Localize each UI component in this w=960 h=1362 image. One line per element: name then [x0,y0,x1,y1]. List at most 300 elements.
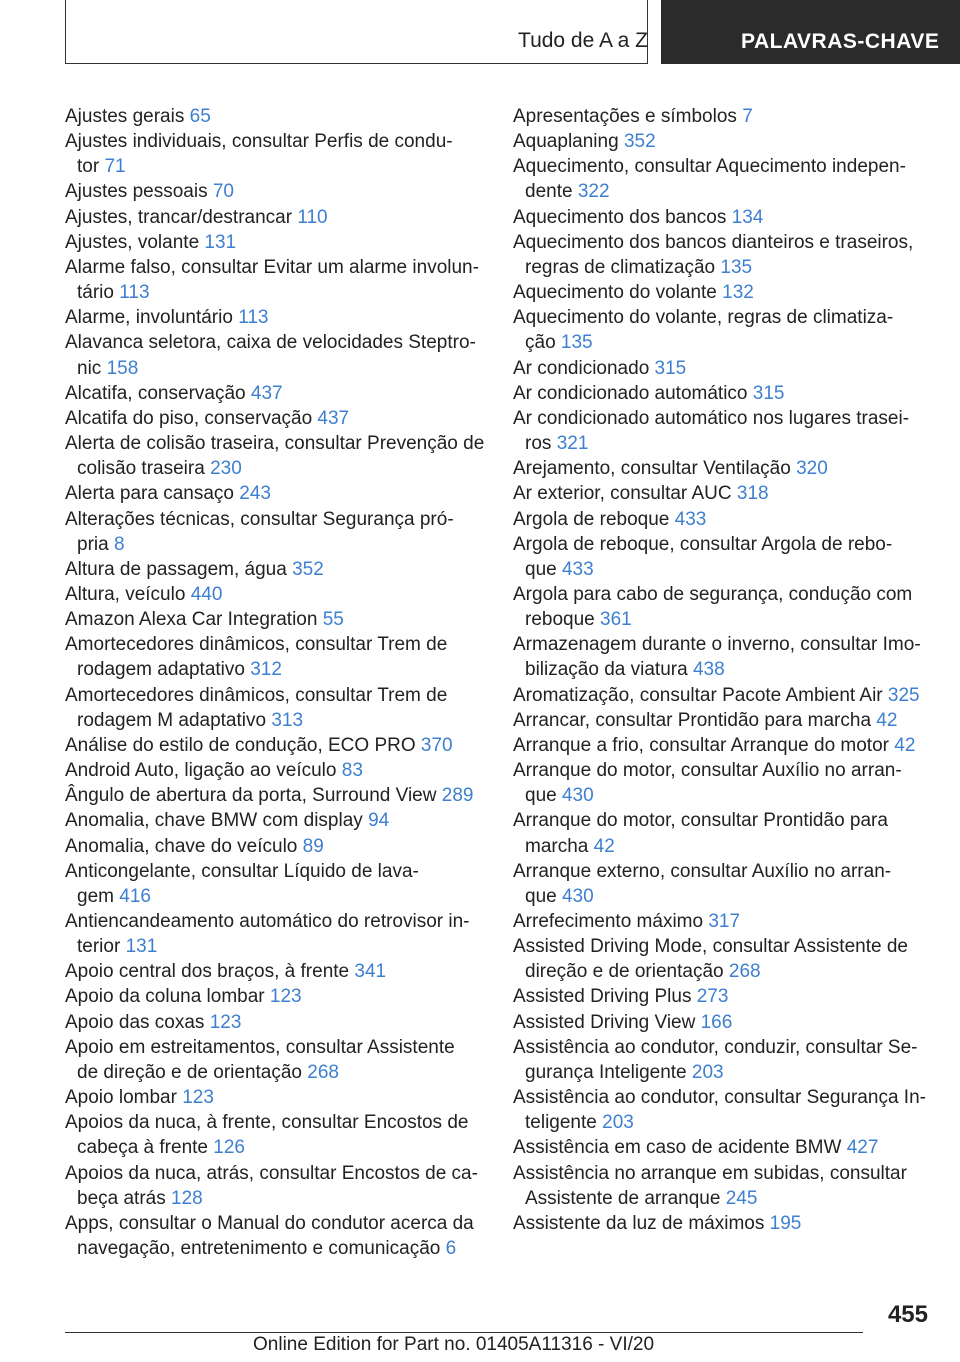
index-entry-text: que [525,885,557,907]
page-reference-link[interactable]: 437 [250,382,283,404]
index-entry [513,1035,933,1085]
index-entry [513,406,933,456]
page-reference-link[interactable]: 427 [846,1137,879,1159]
index-entry [513,1211,933,1236]
index-entry-text: Anomalia, chave BMW com display [65,810,363,832]
index-entry-text: Alerta para cansaço [65,483,234,505]
index-entry [65,481,485,506]
index-entry-continuation [513,783,933,808]
index-entry-text: Aquecimento do volante, regras de climatiza- [513,307,894,329]
index-entry-line [513,305,933,330]
index-entry-line [65,607,485,632]
index-entry-line [65,909,485,934]
index-entry [65,230,485,255]
index-entry-text: Amazon Alexa Car Integration [65,609,318,631]
index-entry-continuation [513,431,933,456]
page-reference-link[interactable]: 134 [731,206,764,228]
index-entry-line [65,632,485,657]
index-entry [513,129,933,154]
index-entry-text: Ar condicionado [513,357,650,379]
page-number: 455 [887,1301,928,1328]
page-reference-link[interactable]: 317 [708,911,741,932]
index-entry-continuation [65,356,485,381]
index-entry-line [65,481,485,506]
index-entry [65,582,485,607]
page-reference-link[interactable]: 135 [560,332,593,354]
index-entry-line [65,1010,485,1035]
index-entry [513,205,933,230]
index-entry-text: Arranque do motor, consultar Prontidão para [513,810,888,832]
page-reference-link[interactable]: 243 [239,483,271,505]
index-entry [513,808,933,858]
index-entry-line [513,1161,933,1186]
footer-edition: Online Edition for Part no. 01405A11316 - VI/20 [253,1334,655,1355]
index-column-left [65,104,485,1261]
index-entry [513,733,933,758]
index-entry-line [513,280,933,305]
index-entry-line [65,406,485,431]
index-entry-line [513,708,933,733]
index-entry-continuation [513,179,933,204]
page-reference-link[interactable]: 325 [887,684,920,706]
index-entry-text: Apoios da nuca, à frente, consultar Encostos de [65,1112,469,1134]
index-entry-text: Ar condicionado automático nos lugares trasei- [513,407,910,429]
index-entry-line [65,834,485,859]
index-entry-text: Amortecedores dinâmicos, consultar Trem de [65,634,448,656]
index-entry-continuation [65,1186,485,1211]
page-reference-link[interactable]: 42 [894,734,916,756]
index-entry-continuation [65,1236,485,1261]
index-entry-text: ção [525,332,556,354]
index-entry-text: Apoio lombar [65,1087,177,1109]
index-entry-continuation [513,255,933,280]
index-entry-continuation [513,959,933,984]
index-entry-text: nic [77,357,102,379]
index-entry [65,255,485,305]
page-reference-link[interactable]: 361 [600,609,632,631]
index-entry-text: Altura de passagem, água [65,558,287,580]
index-entry [65,909,485,959]
index-entry-line [513,632,933,657]
index-entry-text: tor [77,156,100,178]
page-reference-link[interactable]: 128 [171,1187,203,1209]
page-reference-link[interactable]: 318 [736,483,769,505]
index-entry [65,179,485,204]
index-entry [513,909,933,934]
index-entry-text: Apoio da coluna lombar [65,986,265,1008]
page-reference-link[interactable]: 440 [190,583,223,605]
index-entry-line [65,230,485,255]
page-reference-link[interactable]: 321 [556,433,589,455]
index-entry [65,381,485,406]
index-column-right [513,104,933,1236]
index-entry-text: Assistência ao condutor, conduzir, consultar Se- [513,1036,918,1058]
page-reference-link[interactable]: 83 [341,760,363,782]
index-entry-text: Argola de reboque [513,508,670,530]
index-entry-line [65,683,485,708]
index-entry-line [65,758,485,783]
index-entry-continuation [513,557,933,582]
index-entry-line [513,481,933,506]
index-entry-text: beça atrás [77,1187,166,1209]
index-entry-text: Assistente de arranque [525,1187,721,1209]
index-entry [513,632,933,682]
page-reference-link[interactable]: 89 [302,835,324,857]
index-entry-continuation [65,532,485,557]
index-entry-text: Aquecimento dos bancos [513,206,727,228]
index-entry-continuation [65,884,485,909]
index-entry-text: Aquecimento do volante [513,282,717,304]
page-reference-link[interactable]: 158 [106,357,139,379]
index-entry-text: Assisted Driving Plus [513,986,692,1008]
index-entry-text: Alerta de colisão traseira, consultar Prevenção de [65,433,485,455]
index-entry-line [513,934,933,959]
index-entry-text: Assistência em caso de acidente BMW [513,1137,842,1159]
page-reference-link[interactable]: 203 [602,1112,634,1134]
index-entry [65,1010,485,1035]
page-reference-link[interactable]: 94 [368,810,390,832]
index-entry-continuation [65,1060,485,1085]
index-entry-line [513,582,933,607]
index-entry-line [65,557,485,582]
index-entry-continuation [65,154,485,179]
page-reference-link[interactable]: 352 [623,131,656,153]
index-entry-line [65,733,485,758]
index-entry [65,205,485,230]
index-entry [65,1211,485,1261]
index-entry-line [513,1035,933,1060]
index-entry-line [65,1161,485,1186]
index-entry-text: Assistência no arranque em subidas, consultar [513,1162,907,1184]
index-entry-line [65,582,485,607]
index-entry [65,431,485,481]
index-entry-text: Assisted Driving Mode, consultar Assistente de [513,936,908,958]
index-entry-line [65,381,485,406]
index-entry-text: Ajustes pessoais [65,181,208,203]
page-reference-link[interactable]: 430 [561,885,594,907]
index-entry-text: Ar exterior, consultar AUC [513,483,732,505]
page-reference-link[interactable]: 131 [125,936,158,958]
index-entry-line [65,1085,485,1110]
index-entry-line [513,984,933,1009]
index-entry [65,557,485,582]
index-entry-text: Arejamento, consultar Ventilação [513,458,791,480]
index-entry [513,1161,933,1211]
page-reference-link[interactable]: 55 [322,609,344,631]
index-entry-line [513,683,933,708]
index-entry [513,582,933,632]
index-entry-line [513,205,933,230]
index-entry [513,683,933,708]
index-entry [65,859,485,909]
index-entry-text: Análise do estilo de condução, ECO PRO [65,734,416,756]
index-entry-text: dente [525,181,573,203]
page-reference-link[interactable]: 315 [654,357,687,379]
index-entry [65,129,485,179]
index-entry-text: Apoio em estreitamentos, consultar Assistente [65,1036,455,1058]
index-entry [65,808,485,833]
index-entry [65,406,485,431]
index-entry-continuation [65,1135,485,1160]
page-reference-link[interactable]: 8 [113,533,125,555]
index-entry-line [65,808,485,833]
page-reference-link[interactable]: 370 [420,734,453,756]
index-entry [513,356,933,381]
index-entry-text: rodagem M adaptativo [77,709,267,731]
index-entry-continuation [65,934,485,959]
index-entry-text: cabeça à frente [77,1137,208,1159]
index-entry-line [513,859,933,884]
index-entry-text: Alcatifa do piso, conservação [65,407,313,429]
page-reference-link[interactable]: 433 [674,508,707,530]
index-entry-line [65,305,485,330]
index-entry-text: gurança Inteligente [525,1061,687,1083]
index-entry [65,783,485,808]
index-entry-text: pria [77,533,109,555]
index-entry-text: Ajustes individuais, consultar Perfis de condu- [65,131,453,153]
page-reference-link[interactable]: 289 [441,785,474,807]
index-entry-text: Argola para cabo de segurança, condução com [513,583,913,605]
index-entry [65,984,485,1009]
index-entry-text: Assisted Driving View [513,1011,696,1033]
index-entry-continuation [65,657,485,682]
page-reference-link[interactable]: 65 [189,106,211,127]
index-entry-line [513,507,933,532]
index-entry-text: Ajustes, trancar/destrancar [65,206,293,228]
page-reference-link[interactable]: 71 [104,156,126,178]
index-entry-text: Aromatização, consultar Pacote Ambient Air [513,684,883,706]
index-entry-line [65,984,485,1009]
index-entry-line [65,859,485,884]
page-reference-link[interactable]: 245 [725,1187,758,1209]
index-entry-text: Anticongelante, consultar Líquido de lava- [65,860,419,882]
index-entry-line [65,255,485,280]
page-reference-link[interactable]: 433 [561,558,594,580]
index-entry-line [513,758,933,783]
index-entry-continuation [513,1060,933,1085]
index-entry-text: Android Auto, ligação ao veículo [65,760,337,782]
index-entry-text: Apoio das coxas [65,1011,205,1033]
index-entry-text: regras de climatização [525,256,716,278]
index-entry-line [513,1211,933,1236]
index-entry [513,1135,933,1160]
index-entry [513,456,933,481]
page-reference-link[interactable]: 113 [119,282,150,304]
page-reference-link[interactable]: 268 [728,961,761,983]
index-entry [65,758,485,783]
index-entry-text: Apps, consultar o Manual do condutor acerca da [65,1212,474,1234]
index-entry [513,104,933,129]
index-entry-text: ros [525,433,552,455]
index-entry-continuation [513,330,933,355]
page-reference-link[interactable]: 203 [691,1061,724,1083]
page-reference-link[interactable]: 6 [445,1238,457,1260]
index-entry [65,733,485,758]
index-entry-line [513,406,933,431]
index-entry-line [65,959,485,984]
index-entry [513,381,933,406]
index-entry-text: Arrefecimento máximo [513,911,704,932]
index-entry-line [513,1085,933,1110]
page-reference-link[interactable]: 437 [317,407,350,429]
index-entry-line [513,532,933,557]
page-reference-link[interactable]: 315 [752,382,785,404]
index-entry-text: Arrancar, consultar Prontidão para marcha [513,709,872,731]
index-entry-text: Ajustes gerais [65,106,185,127]
page-reference-link[interactable]: 131 [204,231,237,253]
index-entry [513,230,933,280]
index-entry [513,481,933,506]
page-reference-link[interactable]: 352 [292,558,324,580]
index-entry-line [513,154,933,179]
chapter-tab-label: PALAVRAS-CHAVE [741,30,940,53]
index-entry-text: marcha [525,835,589,857]
page-reference-link[interactable]: 126 [213,1137,245,1159]
index-entry-continuation [513,1110,933,1135]
page-reference-link[interactable]: 320 [796,458,828,480]
index-entry [65,330,485,380]
page-reference-link[interactable]: 166 [700,1011,733,1033]
index-entry [65,1110,485,1160]
index-entry-continuation [513,884,933,909]
index-entry [65,104,485,129]
index-entry [65,632,485,682]
page-reference-link[interactable]: 113 [238,307,269,329]
index-entry-text: Antiencandeamento automático do retrovisor in- [65,911,470,932]
index-entry-line [65,1211,485,1236]
index-entry-line [513,909,933,934]
index-entry-text: reboque [525,609,595,631]
index-entry-text: de direção e de orientação [77,1061,302,1083]
page-reference-link[interactable]: 110 [297,206,328,228]
page-reference-link[interactable]: 430 [561,785,594,807]
index-entry-line [513,381,933,406]
page-reference-link[interactable]: 123 [269,986,302,1008]
page-reference-link[interactable]: 312 [250,659,282,681]
index-entry-text: Apoio central dos braços, à frente [65,961,350,983]
index-entry-text: Altura, veículo [65,583,186,605]
index-entry-text: Armazenagem durante o inverno, consultar Imo- [513,634,921,656]
index-entry [513,708,933,733]
index-entry [513,280,933,305]
index-entry-text: navegação, entretenimento e comunicação [77,1238,441,1260]
index-entry-continuation [65,708,485,733]
index-entry-text: terior [77,936,121,958]
index-entry-text: Ajustes, volante [65,231,200,253]
index-entry-text: teligente [525,1112,597,1134]
page-reference-link[interactable]: 341 [354,961,387,983]
index-entry-line [65,1110,485,1135]
page-reference-link[interactable]: 268 [307,1061,339,1083]
index-entry-text: rodagem adaptativo [77,659,245,681]
page-reference-link[interactable]: 132 [722,282,754,304]
index-entry-text: Aquecimento dos bancos dianteiros e traseiros, [513,231,914,253]
page-reference-link[interactable]: 42 [593,835,615,857]
index-entry-text: colisão traseira [77,458,205,480]
index-entry-text: Amortecedores dinâmicos, consultar Trem de [65,684,448,706]
index-entry-text: Alavanca seletora, caixa de velocidades Steptro- [65,332,476,354]
index-entry-line [65,205,485,230]
index-entry-text: gem [77,885,114,907]
index-entry-line [513,230,933,255]
index-entry [513,1085,933,1135]
index-entry [513,1010,933,1035]
index-entry-line [65,783,485,808]
page-reference-link[interactable]: 313 [271,709,304,731]
index-entry [513,984,933,1009]
page-reference-link[interactable]: 42 [876,709,898,731]
index-entry-line [513,456,933,481]
index-entry-line [65,1035,485,1060]
page-reference-link[interactable]: 230 [210,458,242,480]
index-entry-text: Assistente da luz de máximos [513,1212,765,1234]
index-entry-text: Arranque a frio, consultar Arranque do motor [513,734,889,756]
index-entry [65,683,485,733]
index-entry [513,758,933,808]
index-entry-line [513,129,933,154]
index-entry-text: Aquecimento, consultar Aquecimento indepen- [513,156,906,178]
index-entry-line [513,356,933,381]
index-entry-line [513,1010,933,1035]
index-entry [513,934,933,984]
index-entry [65,1161,485,1211]
page-reference-link[interactable]: 123 [209,1011,242,1033]
page-reference-link[interactable]: 195 [769,1212,802,1234]
index-entry-line [513,808,933,833]
index-entry [65,507,485,557]
index-entry-text: Arranque do motor, consultar Auxílio no arran- [513,760,902,782]
chapter-tab[interactable] [661,0,960,64]
index-entry-text: Apoios da nuca, atrás, consultar Encostos de ca- [65,1162,478,1184]
index-entry [65,959,485,984]
index-entry-text: Arranque externo, consultar Auxílio no arran- [513,860,892,882]
page-reference-link[interactable]: 70 [212,181,234,203]
index-entry [65,305,485,330]
section-title: Tudo de A a Z [518,29,648,52]
page-reference-link[interactable]: 7 [742,106,753,127]
index-entry [513,305,933,355]
index-entry-line [65,129,485,154]
index-entry [513,154,933,204]
index-entry-continuation [65,280,485,305]
page-reference-link[interactable]: 416 [119,885,151,907]
index-entry [65,607,485,632]
index-entry-text: Alterações técnicas, consultar Segurança pró- [65,508,454,530]
index-entry-line [513,104,933,129]
page-reference-link[interactable]: 322 [577,181,610,203]
index-entry-continuation [513,834,933,859]
index-entry-text: bilização da viatura [525,659,688,681]
index-entry [65,1035,485,1085]
index-entry-text: tário [77,282,114,304]
page-reference-link[interactable]: 123 [182,1087,214,1109]
index-entry-text: direção e de orientação [525,961,724,983]
index-entry-text: Ar condicionado automático [513,382,748,404]
index-entry-text: Alcatifa, conservação [65,382,246,404]
index-entry [513,507,933,532]
page-reference-link[interactable]: 135 [720,256,753,278]
index-entry-continuation [513,657,933,682]
page-reference-link[interactable]: 438 [692,659,725,681]
index-entry-text: Assistência ao condutor, consultar Segurança In- [513,1087,926,1109]
index-entry-continuation [65,456,485,481]
page-reference-link[interactable]: 273 [696,986,729,1008]
index-entry-text: Argola de reboque, consultar Argola de rebo- [513,533,893,555]
index-entry-text: que [525,558,557,580]
footer-divider [65,1332,863,1333]
index-entry-text: Alarme, involuntário [65,307,233,329]
index-entry-line [65,104,485,129]
